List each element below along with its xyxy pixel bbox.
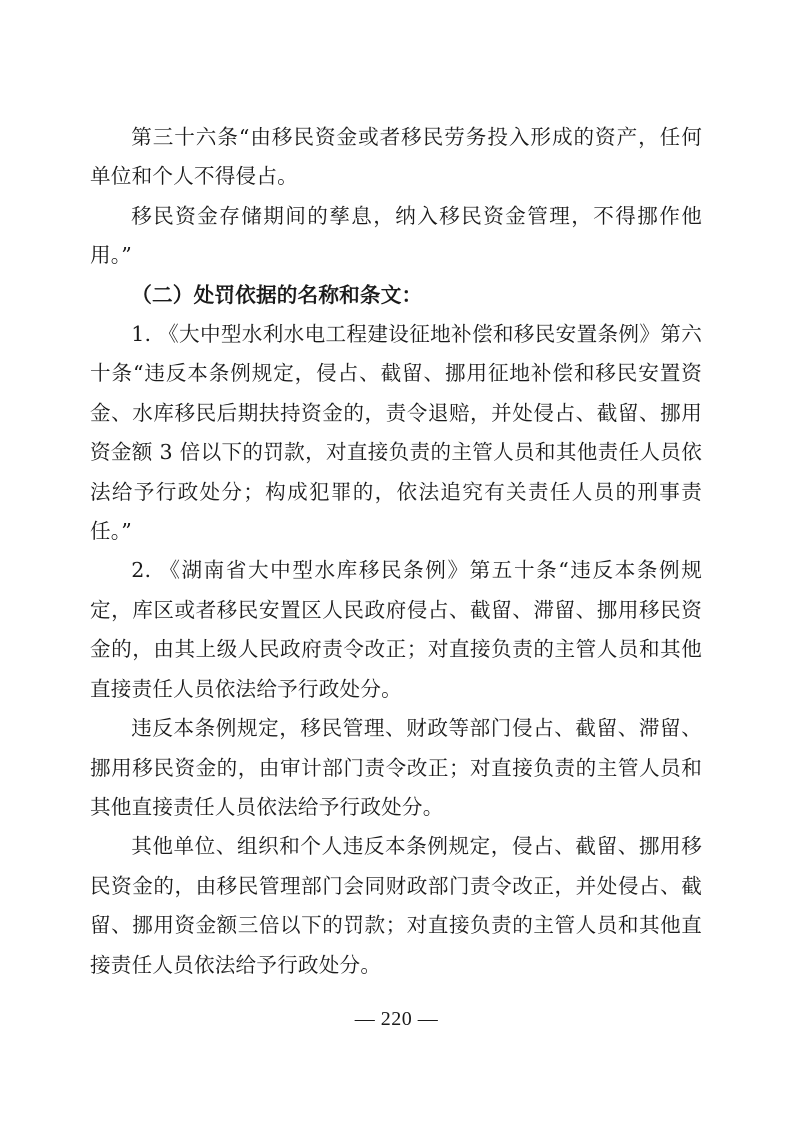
section-heading-penalty-basis: （二）处罚依据的名称和条文：: [131, 282, 423, 307]
paragraph-other-units-violation: 其他单位、组织和个人违反本条例规定，侵占、截留、挪用移民资金的，由移民管理部门会同财政部门责令改正，并处侵占、截留、挪用资金额三倍以下的罚款；对直接负责的主管人员和其他直接责任人员依法给予行政处分。: [90, 834, 702, 977]
document-body: [90, 118, 702, 985]
paragraph-department-violation: 违反本条例规定，移民管理、财政等部门侵占、截留、滞留、挪用移民资金的，由审计部门责令改正；对直接负责的主管人员和其他直接责任人员依法给予行政处分。: [90, 716, 702, 819]
paragraph-item-2-hunan-regulation: 2. 《湖南省大中型水库移民条例》第五十条“违反本条例规定，库区或者移民安置区人民政府侵占、截留、滞留、挪用移民资金的，由其上级人民政府责令改正；对直接负责的主管人员和其他直接责任人员依法给予行政处分。: [90, 558, 702, 701]
paragraph-interest: 移民资金存储期间的孳息，纳入移民资金管理，不得挪作他用。”: [90, 203, 702, 268]
page-number: — 220 —: [354, 1008, 439, 1030]
paragraph-article-36: 第三十六条“由移民资金或者移民劳务投入形成的资产，任何单位和个人不得侵占。: [90, 125, 702, 189]
paragraph-item-1-national-regulation: 1. 《大中型水利水电工程建设征地补偿和移民安置条例》第六十条“违反本条例规定，侵占、截留、挪用征地补偿和移民安置资金、水库移民后期扶持资金的，责令退赔，并处侵占、截留、挪用资金额 3 倍以下的罚款，对直接负责的主管人员和其他责任人员依法给予行政处分；构成犯罪的，依法追究有关责任人员的刑事责任。”: [90, 322, 702, 544]
